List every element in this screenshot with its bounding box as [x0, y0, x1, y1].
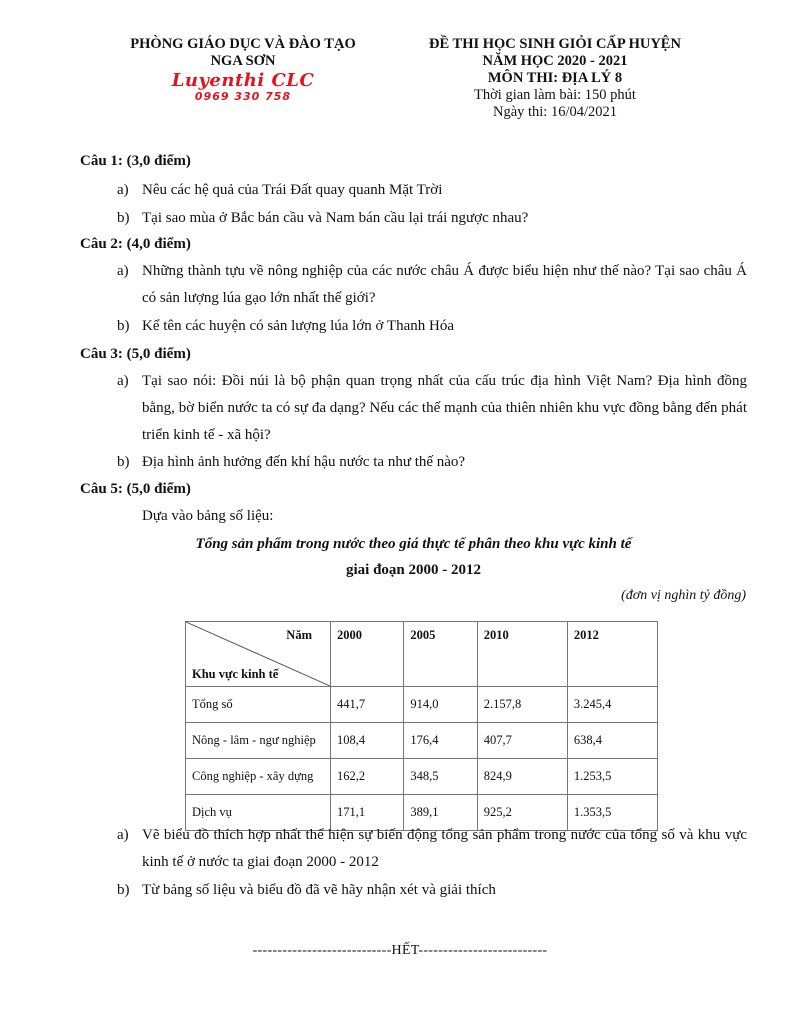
table-row — [186, 759, 658, 795]
logo-phone: 0969 330 758 — [194, 90, 292, 103]
question-1b — [117, 205, 747, 232]
corner-year-label: Năm — [286, 628, 312, 642]
department-name: PHÒNG GIÁO DỤC VÀ ĐÀO TẠO — [130, 36, 356, 52]
question-1-title: Câu 1: (3,0 điểm) — [80, 153, 191, 169]
year-header: 2000 — [331, 622, 404, 687]
question-5b — [117, 877, 747, 904]
item-text: Vẽ biểu đồ thích hợp nhất thể hiện sự biến động tổng sản phẩm trong nước của tổng số và khu vực kinh tế ở nước ta giai đoạn 2000 - 2012 — [142, 827, 747, 870]
row-label: Tổng số — [186, 687, 331, 723]
item-text: Từ bảng số liệu và biểu đồ đã vẽ hãy nhận xét và giải thích — [142, 882, 496, 898]
item-label: b) — [117, 210, 130, 226]
item-text: Địa hình ảnh hưởng đến khí hậu nước ta như thế nào? — [142, 454, 466, 470]
item-label: a) — [117, 182, 129, 198]
table-cell: 389,1 — [404, 795, 477, 831]
table-cell: 108,4 — [331, 723, 404, 759]
subject: MÔN THI: ĐỊA LÝ 8 — [487, 70, 623, 86]
duration: Thời gian làm bài: 150 phút — [474, 87, 636, 103]
question-3b — [117, 449, 747, 476]
row-label: Công nghiệp - xây dựng — [186, 759, 331, 795]
question-5-intro: Dựa vào bảng số liệu: — [142, 508, 274, 524]
end-marker: ----------------------------HẾT-------------------------- — [252, 943, 548, 958]
table-cell: 638,4 — [567, 723, 657, 759]
gdp-table — [185, 621, 658, 831]
question-5a — [117, 822, 747, 876]
question-2b — [117, 313, 747, 340]
table-cell: 3.245,4 — [567, 687, 657, 723]
corner-sector-label: Khu vực kinh tế — [192, 667, 279, 681]
table-cell: 162,2 — [331, 759, 404, 795]
question-2-title: Câu 2: (4,0 điểm) — [80, 236, 191, 252]
corner-cell — [186, 622, 331, 687]
year-header: 2010 — [477, 622, 567, 687]
school-year: NĂM HỌC 2020 - 2021 — [482, 53, 628, 69]
item-text: Tại sao nói: Đồi núi là bộ phận quan trọng nhất của cấu trúc địa hình Việt Nam? Địa hình đồng bằng, bờ biển nước ta có sự đa dạng? Nếu các thế mạnh của thiên nhiên khu vực đồng bằng đến phát triển kinh tế - xã hội? — [142, 373, 747, 443]
table-cell: 824,9 — [477, 759, 567, 795]
item-label: a) — [117, 263, 129, 279]
table-cell: 176,4 — [404, 723, 477, 759]
table-cell: 1.253,5 — [567, 759, 657, 795]
table-unit: (đơn vị nghìn tỷ đồng) — [621, 588, 746, 603]
item-label: b) — [117, 318, 130, 334]
department-header — [103, 36, 383, 103]
table-subtitle: giai đoạn 2000 - 2012 — [345, 562, 481, 578]
year-header: 2012 — [567, 622, 657, 687]
table-cell: 171,1 — [331, 795, 404, 831]
row-label: Nông - lâm - ngư nghiệp — [186, 723, 331, 759]
table-cell: 914,0 — [404, 687, 477, 723]
table-row — [186, 723, 658, 759]
item-text: Nêu các hệ quả của Trái Đất quay quanh Mặt Trời — [142, 182, 443, 198]
question-3-title: Câu 3: (5,0 điểm) — [80, 346, 191, 362]
table-cell: 2.157,8 — [477, 687, 567, 723]
item-text: Tại sao mùa ở Bắc bán cầu và Nam bán cầu lại trái ngược nhau? — [142, 210, 529, 226]
item-text: Kể tên các huyện có sản lượng lúa lớn ở Thanh Hóa — [142, 318, 454, 334]
table-header-row — [186, 622, 658, 687]
exam-header — [400, 36, 710, 121]
table-title: Tổng sản phẩm trong nước theo giá thực tế phân theo khu vực kinh tế — [195, 536, 632, 552]
item-label: b) — [117, 454, 130, 470]
exam-title: ĐỀ THI HỌC SINH GIỎI CẤP HUYỆN — [429, 36, 681, 52]
table-cell: 407,7 — [477, 723, 567, 759]
exam-date: Ngày thi: 16/04/2021 — [492, 104, 618, 120]
item-label: a) — [117, 373, 129, 389]
question-3a — [117, 368, 747, 449]
row-label: Dịch vụ — [186, 795, 331, 831]
table-row — [186, 687, 658, 723]
item-label: a) — [117, 827, 129, 843]
item-label: b) — [117, 882, 130, 898]
table-cell: 1.353,5 — [567, 795, 657, 831]
logo-watermark: Luyenthi CLC — [171, 70, 315, 91]
table-cell: 925,2 — [477, 795, 567, 831]
table-cell: 348,5 — [404, 759, 477, 795]
question-2a — [117, 258, 747, 312]
table-cell: 441,7 — [331, 687, 404, 723]
year-header: 2005 — [404, 622, 477, 687]
question-1a — [117, 177, 747, 204]
item-text: Những thành tựu về nông nghiệp của các nước châu Á được biểu hiện như thế nào? Tại sao châu Á có sản lượng lúa gạo lớn nhất thế giới? — [142, 263, 747, 306]
district-name: NGA SƠN — [210, 53, 276, 69]
question-5-title: Câu 5: (5,0 điểm) — [80, 481, 191, 497]
